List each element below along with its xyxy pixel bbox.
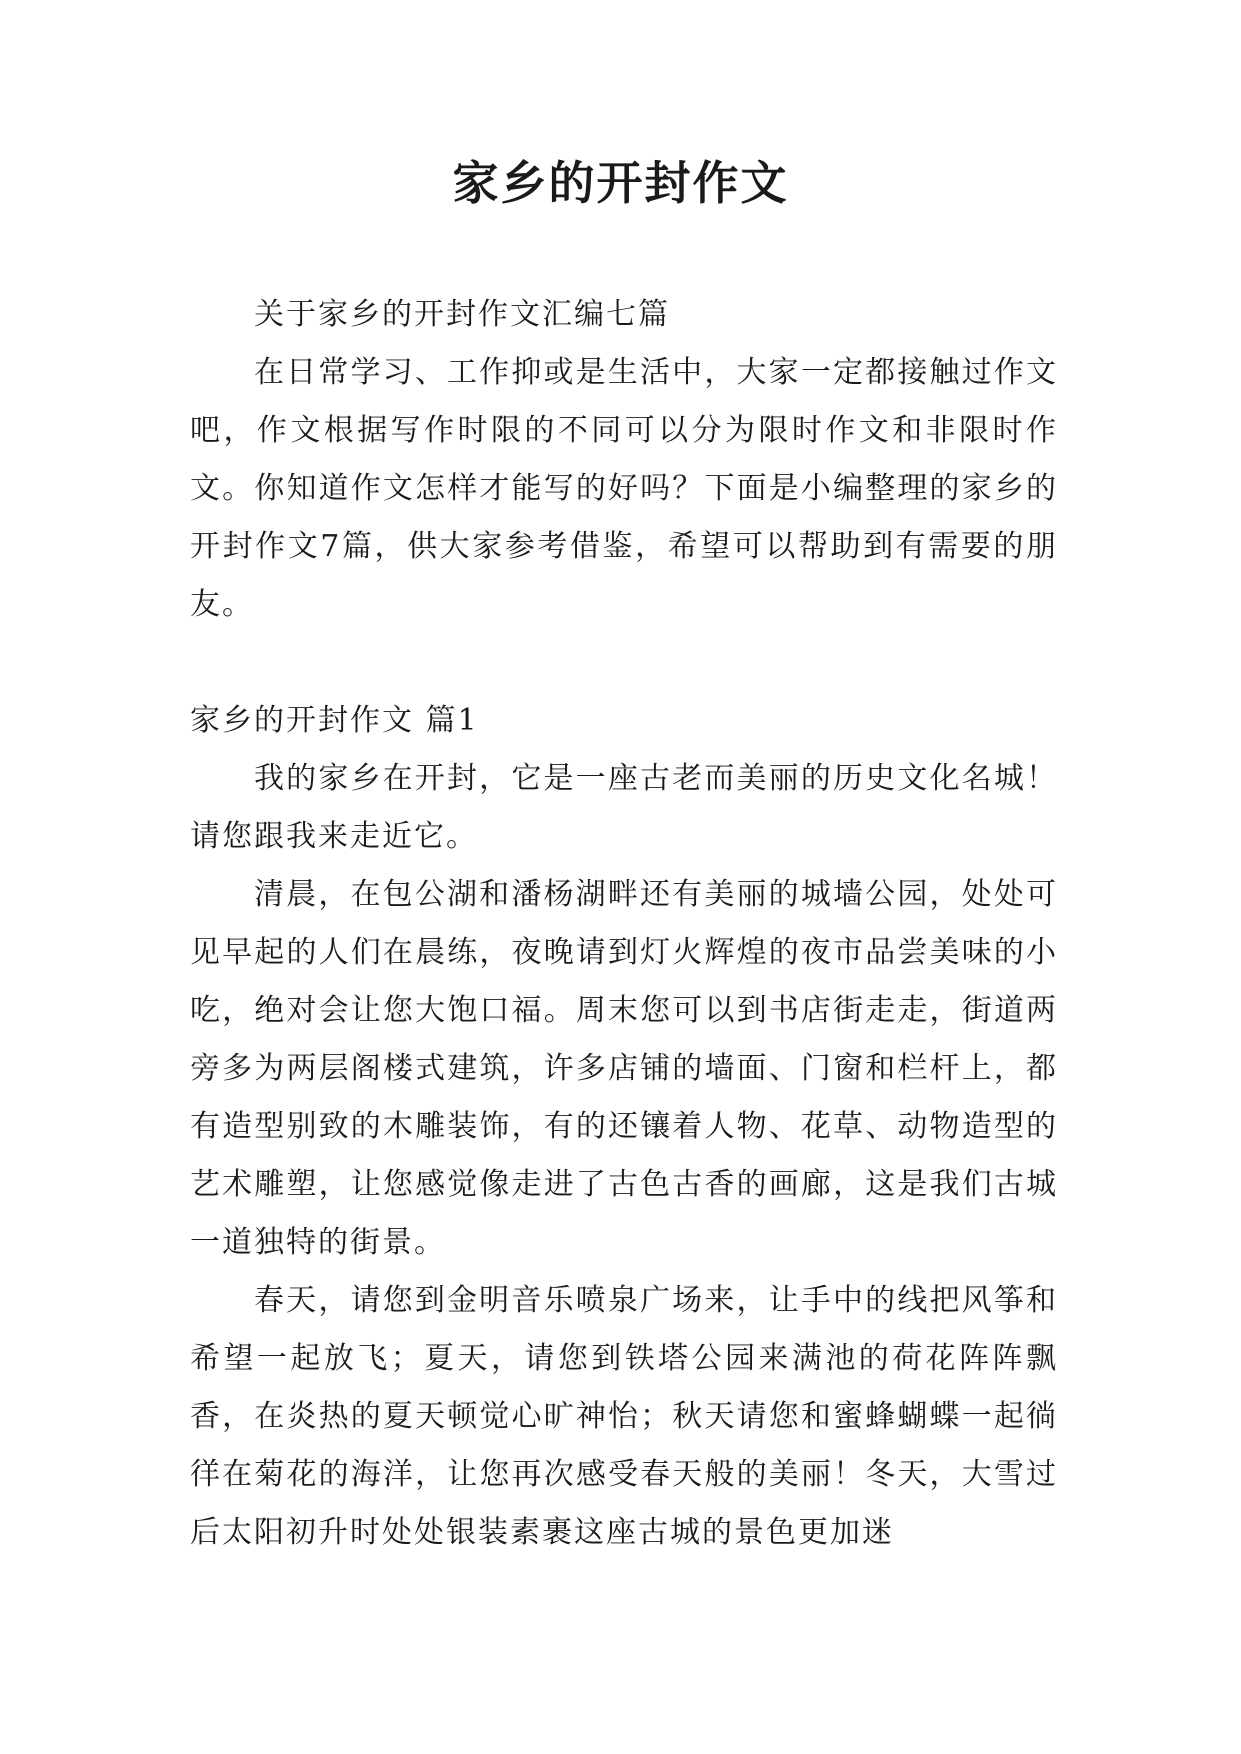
paragraph: 春天，请您到金明音乐喷泉广场来，让手中的线把风筝和希望一起放飞；夏天，请您到铁塔公园来满池的荷花阵阵飘香，在炎热的夏天顿觉心旷神怡；秋天请您和蜜蜂蝴蝶一起徜徉在菊花的海洋，让您再次感受春天般的美丽！冬天，大雪过后太阳初升时处处银装素裹这座古城的景色更加迷 (190, 1283, 1058, 1550)
paragraph: 清晨，在包公湖和潘杨湖畔还有美丽的城墙公园，处处可见早起的人们在晨练，夜晚请到灯火辉煌的夜市品尝美味的小吃，绝对会让您大饱口福。周末您可以到书店街走走，街道两旁多为两层阁楼式建筑，许多店铺的墙面、门窗和栏杆上，都有造型别致的木雕装饰，有的还镶着人物、花草、动物造型的艺术雕塑，让您感觉像走进了古色古香的画廊，这是我们古城一道独特的街景。 (190, 877, 1058, 1260)
intro-heading: 关于家乡的开封作文汇编七篇 (254, 297, 670, 332)
section-heading: 家乡的开封作文 篇1 (190, 703, 479, 738)
document-title: 家乡的开封作文 (452, 156, 789, 210)
document-body (190, 286, 1058, 1562)
intro-paragraph: 在日常学习、工作抑或是生活中，大家一定都接触过作文吧，作文根据写作时限的不同可以分为限时作文和非限时作文。你知道作文怎样才能写的好吗？下面是小编整理的家乡的开封作文7篇，供大家参考借鉴，希望可以帮助到有需要的朋友。 (190, 355, 1058, 622)
paragraph: 我的家乡在开封，它是一座古老而美丽的历史文化名城！请您跟我来走近它。 (190, 761, 1058, 854)
